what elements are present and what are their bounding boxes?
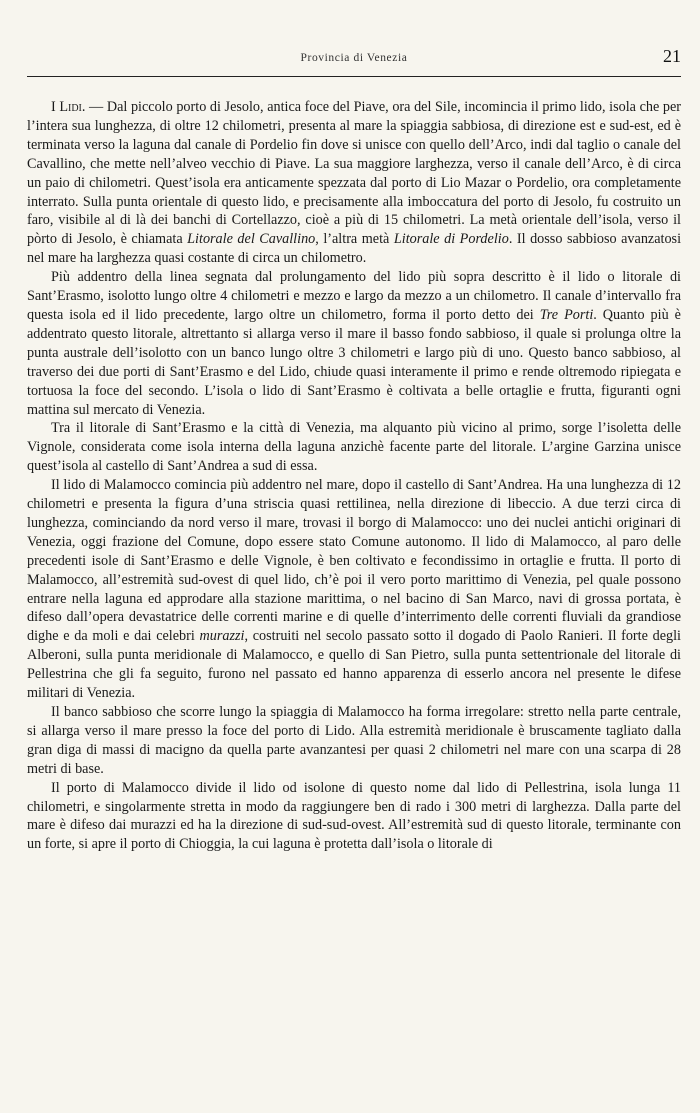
paragraph-vignole bbox=[27, 419, 681, 476]
running-head: Provincia di Venezia bbox=[300, 52, 408, 64]
paragraph-text: Tra il litorale di Sant’Erasmo e la città di Venezia, ma alquanto più vicino al primo, sorge l’isoletta delle Vignole, considerata come isola interna della laguna anzichè facente parte del litorale. L’argine Garzina unisce quest’isola al castello di Sant’Andrea a sud di essa. bbox=[27, 420, 681, 475]
paragraph-text: , l’altra metà bbox=[315, 231, 394, 248]
page bbox=[27, 0, 681, 854]
paragraph-banco-sabbioso bbox=[27, 703, 681, 779]
paragraph-text: . Quanto più è addentrato questo litorale, altrettanto si allarga verso il mare il basso fondo sabbioso, il quale si prolunga oltre la punta australe dell’isolotto con un banco lungo oltre 3 chilometri e largo più di uno. Questo banco sabbioso, al traverso dei due porti di Sant’Erasmo e del Lido, chiude quasi interamente il primo e rende oltremodo ripiegata e tortuosa la foce del secondo. L’isola o lido di Sant’Erasmo è coltivata a belle ortaglie e frutta, figuranti ogni mattina sul mercato di Venezia. bbox=[27, 306, 681, 418]
paragraph-pellestrina bbox=[27, 779, 681, 855]
paragraph-lidi bbox=[27, 98, 681, 268]
paragraph-text: , costruiti nel secolo passato sotto il dogado di Paolo Ranieri. Il forte degli Alberoni, sulla punta meridionale di Malamocco, e quello di San Pietro, sulla punta settentrionale del litorale di Pellestrina che gli fa seguito, furono nel passato ed hanno apparenza di esserlo ancora nel presente le difese militari di Venezia. bbox=[27, 628, 681, 702]
section-lead: I Lidi. bbox=[51, 99, 86, 115]
paragraph-text: . Il dosso sabbioso avanzatosi nel mare ha larghezza quasi costante di circa un chilometro. bbox=[27, 231, 682, 267]
body-text bbox=[27, 98, 681, 854]
page-header bbox=[27, 0, 681, 80]
header-rule bbox=[27, 76, 681, 77]
paragraph-text: Più addentro della linea segnata dal prolungamento del lido più sopra descritto è il lido o litorale di Sant’Erasmo, isolotto lungo oltre 4 chilometri e mezzo e largo da mezzo a un chilometro. Il canale d’intervallo fra questa isola ed il lido precedente, largo oltre un chilometro, forma il porto detto dei bbox=[27, 269, 681, 323]
paragraph-sant-erasmo bbox=[27, 268, 681, 419]
paragraph-text: Il lido di Malamocco comincia più addentro nel mare, dopo il castello di Sant’Andrea. Ha una lunghezza di 12 chilometri e presenta la figura d’una striscia quasi rettilinea, nella direzione di libeccio. A due terzi circa di lunghezza, cominciando da nord verso il mare, trovasi il borgo di Malamocco: uno dei nuclei antichi originari di Venezia, oggi frazione del Comune, dopo essere stato Comune autonomo. Il lido di Malamocco, al paro delle precedenti isole di Sant’Erasmo e delle Vignole, è ben coltivato e fecondissimo in ortaglie e frutta. Il porto di Malamocco, all’estremità sud-ovest di quel lido, ch’è poi il vero porto marittimo di Venezia, pel quale possono entrare nella laguna ed approdare alla stazione marittima, o nel bacino di San Marco, navi di grossa portata, è difeso dall’opera devastatrice delle correnti marine e di quelle d’interrimento delle correnti fluviali da grandiose dighe e da moli e dai celebri bbox=[27, 477, 681, 645]
italic-term: Litorale di Pordelio bbox=[393, 231, 509, 248]
italic-term: Tre Porti bbox=[539, 306, 594, 323]
italic-term: murazzi bbox=[199, 628, 245, 645]
page-number: 21 bbox=[663, 46, 681, 66]
paragraph-text: Il banco sabbioso che scorre lungo la spiaggia di Malamocco ha forma irregolare: stretto nella parte centrale, si allarga verso il mare presso la foce del porto di Lido. Alla estremità meridionale è bruscamente tagliato dalla gran diga di massi di macigno da quella parte avanzantesi per quasi 2 chilometri nel mare con una scarpa di 28 metri di base. bbox=[27, 704, 681, 777]
paragraph-text: Il porto di Malamocco divide il lido od isolone di questo nome dal lido di Pellestrina, isola lunga 11 chilometri, e singolarmente stretta in modo da raggiungere ben di rado i 300 metri di larghezza. Dalla parte del mare è difeso dai murazzi ed ha la direzione di sud-sud-ovest. All’estremità sud di questo litorale, terminante con un forte, si apre il porto di Chioggia, la cui laguna è protetta dall’isola o litorale di bbox=[27, 779, 681, 853]
paragraph-text: — Dal piccolo porto di Jesolo, antica foce del Piave, ora del Sile, incomincia il primo lido, isola che per l’intera sua lunghezza, di oltre 12 chilometri, presenta al mare la spiaggia sabbiosa, di direzione est e sud-est, ed è terminata verso la laguna dal canale di Pordelio fin dove si unisce con quello dell’Arco, indi dal taglio o canale del Cavallino, che mette nell’alveo vecchio di Piave. La sua maggiore larghezza, verso il canale dell’Arco, è di circa un paio di chilometri. Quest’isola era anticamente spezzata dal porto di Lio Mazar o Pordelio, ora completamente interrato. Sulla punta orientale di questo lido, e precisamente alla imboccatura del porto di Jesolo, fu costruito un faro, visibile al di là dei banchi di Cortellazzo, cioè a più di 15 chilometri. La metà orientale dell’isola, verso il pòrto di Jesolo, è chiamata bbox=[27, 99, 681, 248]
paragraph-malamocco bbox=[27, 476, 681, 703]
italic-term: Litorale del Cavallino bbox=[187, 231, 316, 248]
